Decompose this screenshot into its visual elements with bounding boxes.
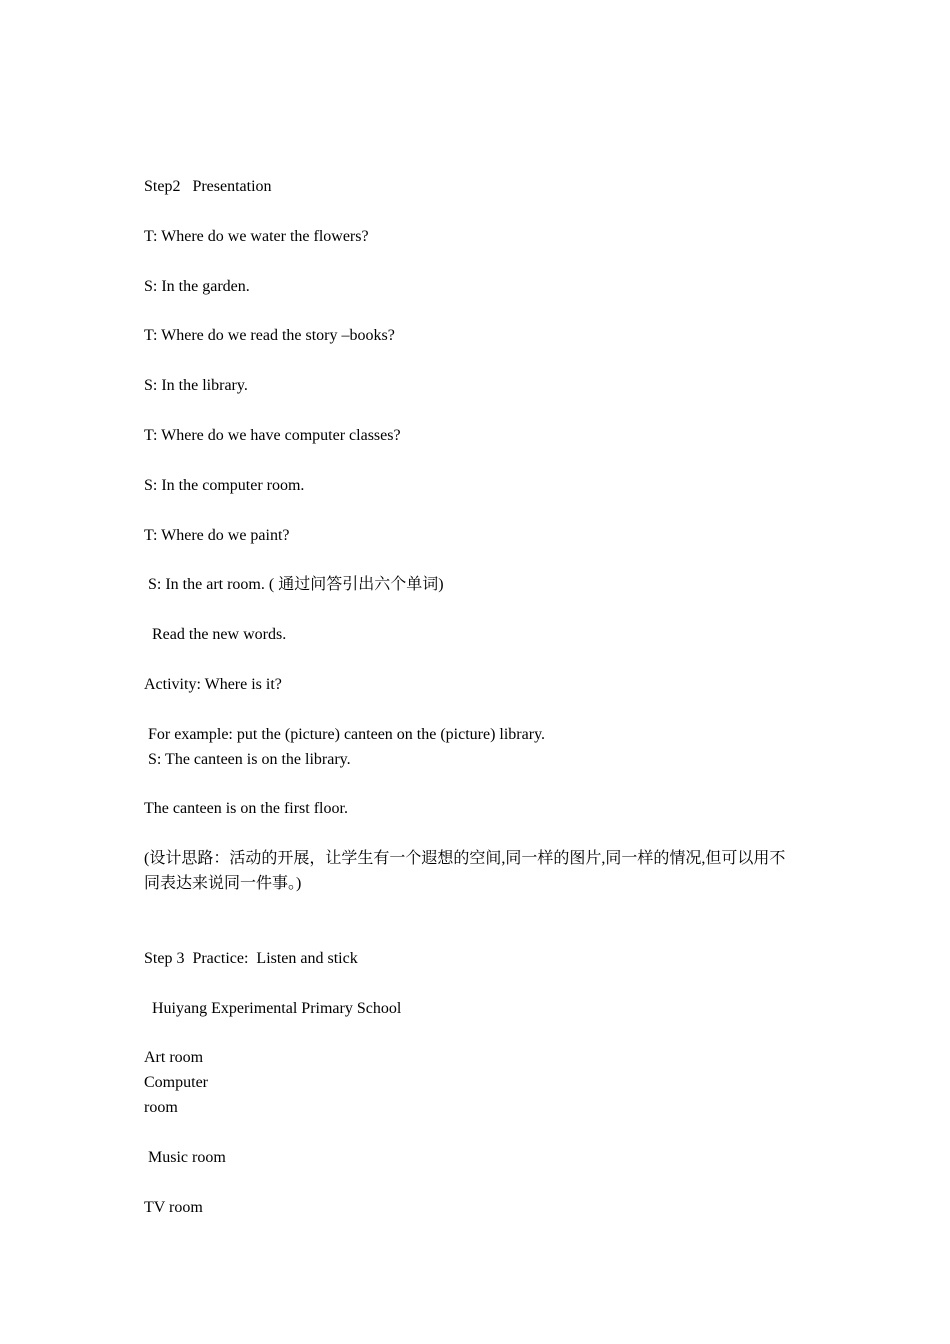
student-answer-2: S: In the library. xyxy=(144,377,248,394)
design-note-line-2: 同表达来说同一件事。) xyxy=(144,875,302,892)
activity-example-answer: S: The canteen is on the library. xyxy=(144,751,351,768)
room-label-computer: Computer xyxy=(144,1074,208,1091)
teacher-question-3: T: Where do we have computer classes? xyxy=(144,427,401,444)
student-answer-3: S: In the computer room. xyxy=(144,477,305,494)
teacher-question-1: T: Where do we water the flowers? xyxy=(144,228,369,245)
room-label-art: Art room xyxy=(144,1049,204,1066)
activity-example: For example: put the (picture) canteen on the (picture) library. xyxy=(144,726,546,743)
teacher-question-4: T: Where do we paint? xyxy=(144,527,290,544)
school-name: Huiyang Experimental Primary School xyxy=(144,1000,402,1017)
first-floor-sentence: The canteen is on the first floor. xyxy=(144,800,348,817)
room-label-tv: TV room xyxy=(144,1199,203,1216)
activity-title: Activity: Where is it? xyxy=(144,676,282,693)
step3-heading: Step 3 Practice: Listen and stick xyxy=(144,950,358,967)
read-new-words: Read the new words. xyxy=(144,626,287,643)
student-answer-4: S: In the art room. ( 通过问答引出六个单词) xyxy=(144,576,444,593)
room-label-music: Music room xyxy=(144,1149,226,1166)
room-label-computer-cont: room xyxy=(144,1099,178,1116)
design-note-line-1: (设计思路：活动的开展，让学生有一个遐想的空间,同一样的图片,同一样的情况,但可以用不 xyxy=(144,850,786,867)
student-answer-1: S: In the garden. xyxy=(144,278,250,295)
teacher-question-2: T: Where do we read the story –books? xyxy=(144,327,395,344)
step2-heading: Step2 Presentation xyxy=(144,178,272,195)
